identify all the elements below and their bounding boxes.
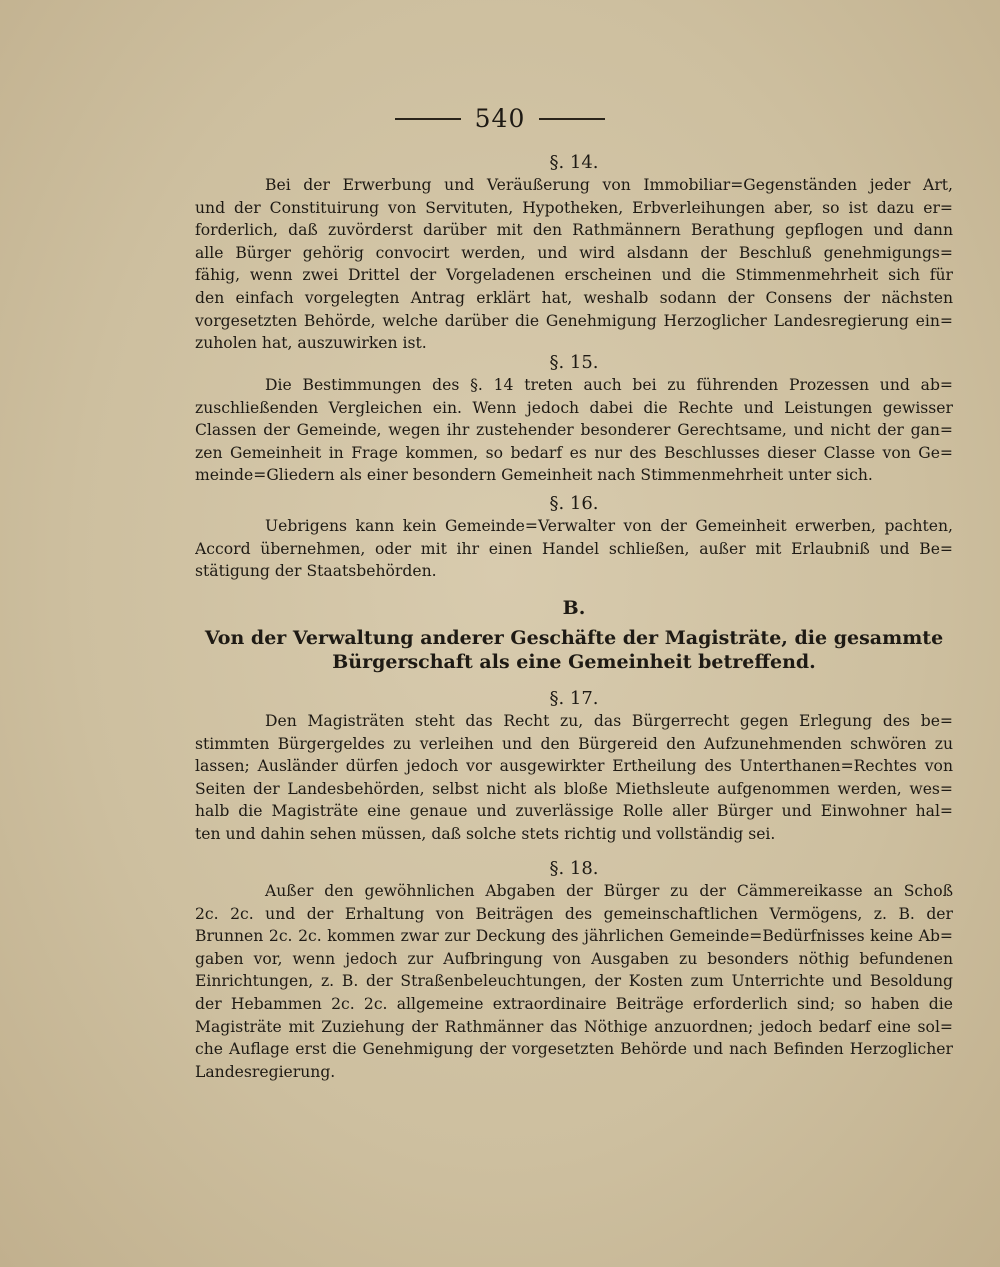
text-line: vorgesetzten Behörde, welche darüber die Genehmigung Herzoglicher Landesregierung ein= [195, 311, 953, 330]
page-header [0, 104, 1000, 133]
section-letter: B. [562, 597, 586, 619]
text-line: Bei der Erwerbung und Veräußerung von Immobiliar=Gegenständen jeder Art, [265, 176, 953, 194]
text-line: und der Constituirung von Servituten, Hypotheken, Erbverleihungen aber, so ist dazu er= [195, 198, 953, 217]
text-line: Magisträte mit Zuziehung der Rathmänner das Nöthige anzuordnen; jedoch bedarf eine sol= [195, 1017, 953, 1036]
section-title-line: Von der Verwaltung anderer Geschäfte der Magisträte, die gesammte [204, 627, 944, 649]
section-heading: §. 17. [549, 688, 599, 709]
section-14 [195, 152, 953, 355]
section-heading: §. 14. [549, 152, 599, 173]
text-line: fähig, wenn zwei Drittel der Vorgeladenen erscheinen und die Stimmenmehrheit sich für [195, 266, 953, 285]
text-line: Classen der Gemeinde, wegen ihr zustehender besonderer Gerechtsame, und nicht der gan= [195, 421, 953, 440]
header-rule-left [395, 118, 461, 120]
text-line: Die Bestimmungen des §. 14 treten auch bei zu führenden Prozessen und ab= [265, 376, 953, 394]
text-line: lassen; Ausländer dürfen jedoch vor ausgewirkter Ertheilung des Unterthanen=Rechtes von [195, 757, 953, 776]
text-line: Landesregierung. [195, 1062, 336, 1081]
page-number: 540 [474, 104, 526, 133]
text-line: Außer den gewöhnlichen Abgaben der Bürger zu der Cämmereikasse an Schoß [265, 882, 953, 900]
text-line: stätigung der Staatsbehörden. [195, 562, 437, 581]
text-line: Seiten der Landesbehörden, selbst nicht als bloße Miethsleute aufgenommen werden, wes= [195, 779, 953, 798]
text-line: che Auflage erst die Genehmigung der vorgesetzten Behörde und nach Befinden Herzoglicher [195, 1040, 953, 1059]
section-16 [195, 493, 953, 583]
text-line: Einrichtungen, z. B. der Straßenbeleuchtungen, der Kosten zum Unterrichte und Besoldung [195, 972, 953, 991]
text-line: ten und dahin sehen müssen, daß solche stets richtig und vollständig sei. [195, 824, 776, 843]
text-line: der Hebammen 2c. 2c. allgemeine extraordinaire Beiträge erforderlich sind; so haben die [195, 994, 953, 1013]
section-18 [195, 858, 953, 1083]
text-line: gaben vor, wenn jedoch zur Aufbringung von Ausgaben zu besonders nöthig befundenen [195, 949, 953, 968]
section-heading: §. 15. [549, 352, 599, 373]
text-line: Den Magisträten steht das Recht zu, das Bürgerrecht gegen Erlegung des be= [265, 712, 953, 730]
text-line: Brunnen 2c. 2c. kommen zwar zur Deckung des jährlichen Gemeinde=Bedürfnisses keine Ab= [195, 927, 953, 946]
text-line: alle Bürger gehörig convocirt werden, und wird alsdann der Beschluß genehmigungs= [195, 243, 953, 262]
text-line: halb die Magisträte eine genaue und zuverlässige Rolle aller Bürger und Einwohner hal= [195, 802, 953, 821]
text-line: zuschließenden Vergleichen ein. Wenn jedoch dabei die Rechte und Leistungen gewisser [195, 398, 953, 417]
header-rule-right [539, 118, 605, 120]
section-heading: §. 18. [549, 858, 599, 879]
section-heading: §. 16. [549, 493, 599, 514]
text-line: zuholen hat, auszuwirken ist. [195, 334, 427, 353]
text-line: stimmten Bürgergeldes zu verleihen und den Bürgereid den Aufzunehmenden schwören zu [195, 734, 953, 753]
text-line: 2c. 2c. und der Erhaltung von Beiträgen des gemeinschaftlichen Vermögens, z. B. der [195, 904, 953, 923]
text-line: den einfach vorgelegten Antrag erklärt hat, weshalb sodann der Consens der nächsten [195, 288, 953, 307]
section-title-line: Bürgerschaft als eine Gemeinheit betreffend. [332, 651, 816, 673]
text-line: Accord übernehmen, oder mit ihr einen Handel schließen, außer mit Erlaubniß und Be= [195, 539, 953, 558]
text-line: forderlich, daß zuvörderst darüber mit den Rathmännern Berathung gepflogen und dann [195, 221, 953, 240]
text-line: zen Gemeinheit in Frage kommen, so bedarf es nur des Beschlusses dieser Classe von Ge= [195, 443, 953, 462]
text-line: Uebrigens kann kein Gemeinde=Verwalter von der Gemeinheit erwerben, pachten, [265, 517, 953, 535]
section-17 [195, 688, 953, 846]
section-15 [195, 352, 953, 487]
text-line: meinde=Gliedern als einer besondern Gemeinheit nach Stimmenmehrheit unter sich. [195, 466, 873, 485]
section-b-header [195, 596, 953, 674]
